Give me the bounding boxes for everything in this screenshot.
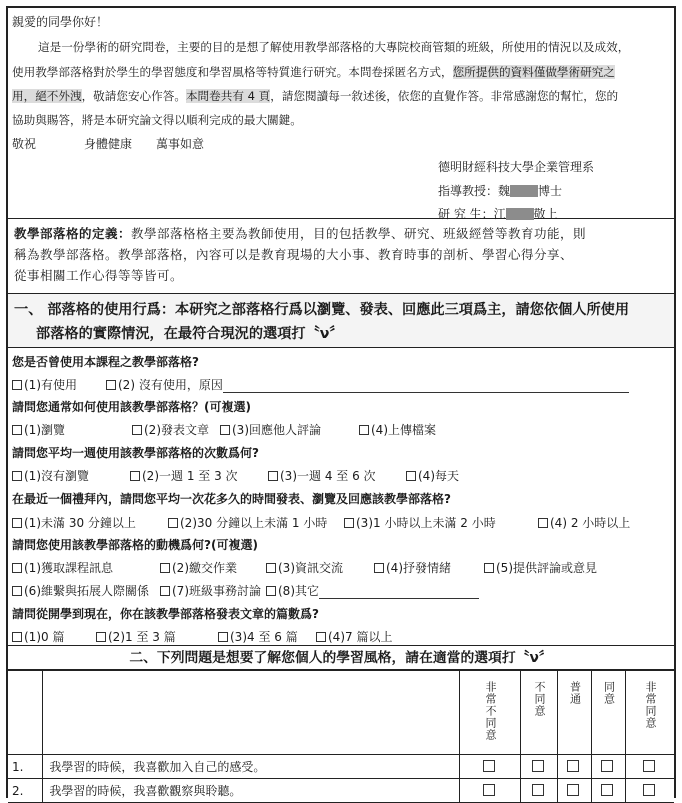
option-label: (3)資訊交流 (278, 561, 343, 575)
q1-option-2[interactable] (106, 376, 629, 393)
checkbox[interactable] (220, 425, 230, 435)
table-header-row (8, 671, 674, 755)
item-text: 我學習的時候，我喜歡加入自己的感受。 (43, 755, 460, 779)
scale-label: 不同意 (533, 681, 546, 717)
letter-text: ，敬請您安心作答。 (81, 89, 186, 103)
q5-option-3[interactable] (266, 559, 343, 576)
q6-option-3[interactable] (218, 628, 298, 645)
q4-option-2[interactable] (168, 514, 327, 531)
signature-advisor (438, 182, 562, 199)
definition-block (8, 219, 674, 294)
checkbox[interactable] (483, 784, 495, 796)
q1-option-1[interactable] (12, 376, 77, 393)
q3-option-3[interactable] (268, 467, 376, 484)
rating-cell[interactable] (521, 779, 558, 803)
checkbox[interactable] (160, 563, 170, 573)
q5-option-7[interactable] (160, 582, 261, 599)
q3-option-1[interactable] (12, 467, 89, 484)
table-row (8, 755, 674, 779)
definition-title: 教學部落格的定義： (14, 226, 132, 241)
section-1-heading (8, 294, 674, 348)
rating-cell[interactable] (558, 755, 592, 779)
question-1: 您是否曾使用本課程之教學部落格? (12, 355, 199, 369)
checkbox[interactable] (12, 586, 22, 596)
redacted-name (510, 185, 538, 197)
checkbox[interactable] (12, 563, 22, 573)
checkbox[interactable] (601, 784, 613, 796)
q2-option-4[interactable] (359, 421, 436, 438)
checkbox[interactable] (130, 471, 140, 481)
questionnaire-page (6, 6, 676, 798)
header-num-cell (8, 671, 43, 755)
option-label: (4)每天 (418, 469, 459, 483)
q5-option-1[interactable] (12, 559, 113, 576)
option-label: (1)獲取課程訊息 (24, 561, 113, 575)
signature-department: 德明財經科技大學企業管理系 (438, 160, 595, 174)
option-label: (8)其它 (278, 584, 319, 598)
checkbox[interactable] (359, 425, 369, 435)
question-3: 請問您平均一週使用該教學部落格的次數爲何? (12, 446, 259, 460)
option-label: (2)繳交作業 (172, 561, 237, 575)
checkbox[interactable] (532, 760, 544, 772)
definition-line-3: 從事相關工作心得等等皆可。 (14, 268, 184, 283)
letter-paragraph-line-2 (12, 64, 615, 80)
checkbox[interactable] (12, 380, 22, 390)
option-label: (1)有使用 (24, 378, 77, 392)
section-1-title-line-1: 一、 部落格的使用行爲：本研究之部落格行爲以瀏覽、發表、回應此三項爲主，請您依個人所使用 (14, 302, 630, 318)
rating-cell[interactable] (591, 755, 625, 779)
table-row (8, 779, 674, 803)
checkbox[interactable] (643, 784, 655, 796)
option-label: (3)回應他人評論 (232, 423, 321, 437)
q4-option-4[interactable] (538, 514, 630, 531)
checkbox[interactable] (567, 760, 579, 772)
greeting: 親愛的同學你好！ (12, 15, 109, 29)
checkbox[interactable] (344, 518, 354, 528)
option-label: (5)提供評論或意見 (496, 561, 597, 575)
rating-cell[interactable] (625, 755, 674, 779)
checkbox[interactable] (218, 632, 228, 642)
learning-style-table (8, 670, 674, 803)
q5-option-5[interactable] (484, 559, 597, 576)
student-signoff: 敬上 (533, 207, 558, 221)
checkbox[interactable] (601, 760, 613, 772)
checkbox[interactable] (538, 518, 548, 528)
checkbox[interactable] (132, 425, 142, 435)
q4-option-3[interactable] (344, 514, 496, 531)
advisor-label: 指導教授：魏 (438, 184, 511, 198)
rating-cell[interactable] (625, 779, 674, 803)
checkbox[interactable] (316, 632, 326, 642)
option-label: (3)一週 4 至 6 次 (280, 469, 376, 483)
checkbox[interactable] (567, 784, 579, 796)
checkbox[interactable] (168, 518, 178, 528)
header-item-cell (43, 671, 460, 755)
scale-label: 普通 (568, 681, 582, 705)
scale-neutral (558, 671, 592, 755)
q6-option-4[interactable] (316, 628, 392, 645)
option-label: (4) 2 小時以上 (550, 516, 631, 530)
checkbox[interactable] (406, 471, 416, 481)
section-2-title: 二、下列問題是想要了解您個人的學習風格，請在適當的選項打〝ν〞 (129, 650, 553, 666)
option-label: (2)30 分鐘以上未滿 1 小時 (180, 516, 328, 530)
rating-cell[interactable] (460, 779, 521, 803)
question-6: 請問從開學到現在，你在該教學部落格發表文章的篇數爲? (12, 607, 319, 621)
option-label: (2)1 至 3 篇 (108, 630, 176, 644)
scale-label: 同意 (602, 681, 616, 705)
item-text: 我學習的時候，我喜歡觀察與聆聽。 (43, 779, 460, 803)
q2-option-1[interactable] (12, 421, 65, 438)
scale-disagree (521, 671, 558, 755)
section-2-heading (8, 646, 674, 670)
student-label: 研 究 生：江 (438, 207, 506, 221)
option-label: (6)維繫與拓展人際關係 (24, 584, 149, 598)
scale-agree (591, 671, 625, 755)
q2-option-3[interactable] (220, 421, 321, 438)
checkbox[interactable] (12, 425, 22, 435)
checkbox[interactable] (266, 563, 276, 573)
checkbox[interactable] (532, 784, 544, 796)
checkbox[interactable] (484, 563, 494, 573)
option-label: (4)7 篇以上 (328, 630, 393, 644)
option-label: (4)上傳檔案 (371, 423, 436, 437)
checkbox[interactable] (266, 586, 276, 596)
option-label: (2)一週 1 至 3 次 (142, 469, 238, 483)
option-label: (2) 沒有使用，原因 (118, 378, 223, 392)
checkbox[interactable] (268, 471, 278, 481)
q6-option-1[interactable] (12, 628, 64, 645)
q5-option-8[interactable] (266, 582, 479, 599)
q2-option-2[interactable] (132, 421, 209, 438)
q3-option-4[interactable] (406, 467, 459, 484)
rating-cell[interactable] (460, 755, 521, 779)
definition-line-1 (14, 223, 668, 244)
highlighted-text: 您所提供的資料僅做學術研究之 (452, 65, 615, 79)
option-label: (1)未滿 30 分鐘以上 (24, 516, 136, 530)
closing-wishes: 身體健康 萬事如意 (84, 137, 205, 151)
section-1-questions (8, 348, 674, 646)
option-label: (7)班級事務討論 (172, 584, 261, 598)
letter-paragraph-line-4: 協助與賜答，將是本研究論文得以順利完成的最大關鍵。 (12, 113, 302, 127)
scale-strongly-disagree (460, 671, 521, 755)
checkbox[interactable] (160, 586, 170, 596)
q5-option-4[interactable] (374, 559, 451, 576)
rating-cell[interactable] (558, 779, 592, 803)
item-number: 2. (8, 779, 43, 803)
checkbox[interactable] (106, 380, 116, 390)
option-label: (1)0 篇 (24, 630, 65, 644)
letter-text: 使用教學部落格對於學生的學習態度和學習風格等特質進行研究。本問卷採匿名方式， (12, 65, 453, 79)
checkbox[interactable] (12, 632, 22, 642)
option-label: (1)瀏覽 (24, 423, 65, 437)
scale-label: 非常同意 (643, 681, 657, 729)
definition-text: 教學部落格格主要為教師使用，目的包括教學、研究、班級經營等教育功能，則 (131, 226, 587, 241)
option-label: (3)4 至 6 篇 (230, 630, 298, 644)
checkbox[interactable] (12, 518, 22, 528)
letter-paragraph-line-1: 這是一份學術的研究問卷，主要的目的是想了解使用教學部落格的大專院校商管類的班級，所使用的情況以及成效， (38, 40, 630, 54)
highlighted-text: 用，絕不外洩 (12, 89, 82, 103)
intro-letter (8, 8, 674, 219)
highlighted-text: 本問卷共有 4 頁 (185, 89, 271, 103)
q5-option-6[interactable] (12, 582, 149, 599)
closing-salutation: 敬祝 (12, 137, 37, 151)
question-2: 請問您通常如何使用該教學部落格？(可複選) (12, 400, 251, 414)
letter-paragraph-line-3 (12, 88, 618, 104)
definition-line-2: 稱為教學部落格。教學部落格，內容可以是教育現場的大小事、教育時事的剖析、學習心得分享、 (14, 247, 574, 262)
q3-option-2[interactable] (130, 467, 238, 484)
option-label: (4)抒發情緒 (386, 561, 451, 575)
q5-option-2[interactable] (160, 559, 237, 576)
option-label: (1)沒有瀏覽 (24, 469, 89, 483)
option-label: (2)發表文章 (144, 423, 209, 437)
question-5: 請問您使用該教學部落格的動機爲何?(可複選) (12, 538, 258, 552)
q6-option-2[interactable] (96, 628, 176, 645)
option-label: (3)1 小時以上未滿 2 小時 (356, 516, 496, 530)
question-4: 在最近一個禮拜內，請問您平均一次花多久的時間發表、瀏覽及回應該教學部落格? (12, 492, 451, 506)
rating-cell[interactable] (591, 779, 625, 803)
section-1-title-line-2: 部落格的實際情況，在最符合現況的選項打〝ν〞 (36, 326, 344, 342)
rating-cell[interactable] (521, 755, 558, 779)
checkbox[interactable] (643, 760, 655, 772)
reason-input-line[interactable] (223, 392, 629, 393)
checkbox[interactable] (483, 760, 495, 772)
scale-strongly-agree (625, 671, 674, 755)
checkbox[interactable] (12, 471, 22, 481)
q4-option-1[interactable] (12, 514, 136, 531)
letter-text: ，請您閱讀每一敘述後，依您的直覺作答。非常感謝您的幫忙，您的 (270, 89, 619, 103)
advisor-title: 博士 (538, 184, 563, 198)
other-input-line[interactable] (319, 598, 479, 599)
item-number: 1. (8, 755, 43, 779)
scale-label: 非常不同意 (484, 681, 497, 741)
checkbox[interactable] (96, 632, 106, 642)
checkbox[interactable] (374, 563, 384, 573)
